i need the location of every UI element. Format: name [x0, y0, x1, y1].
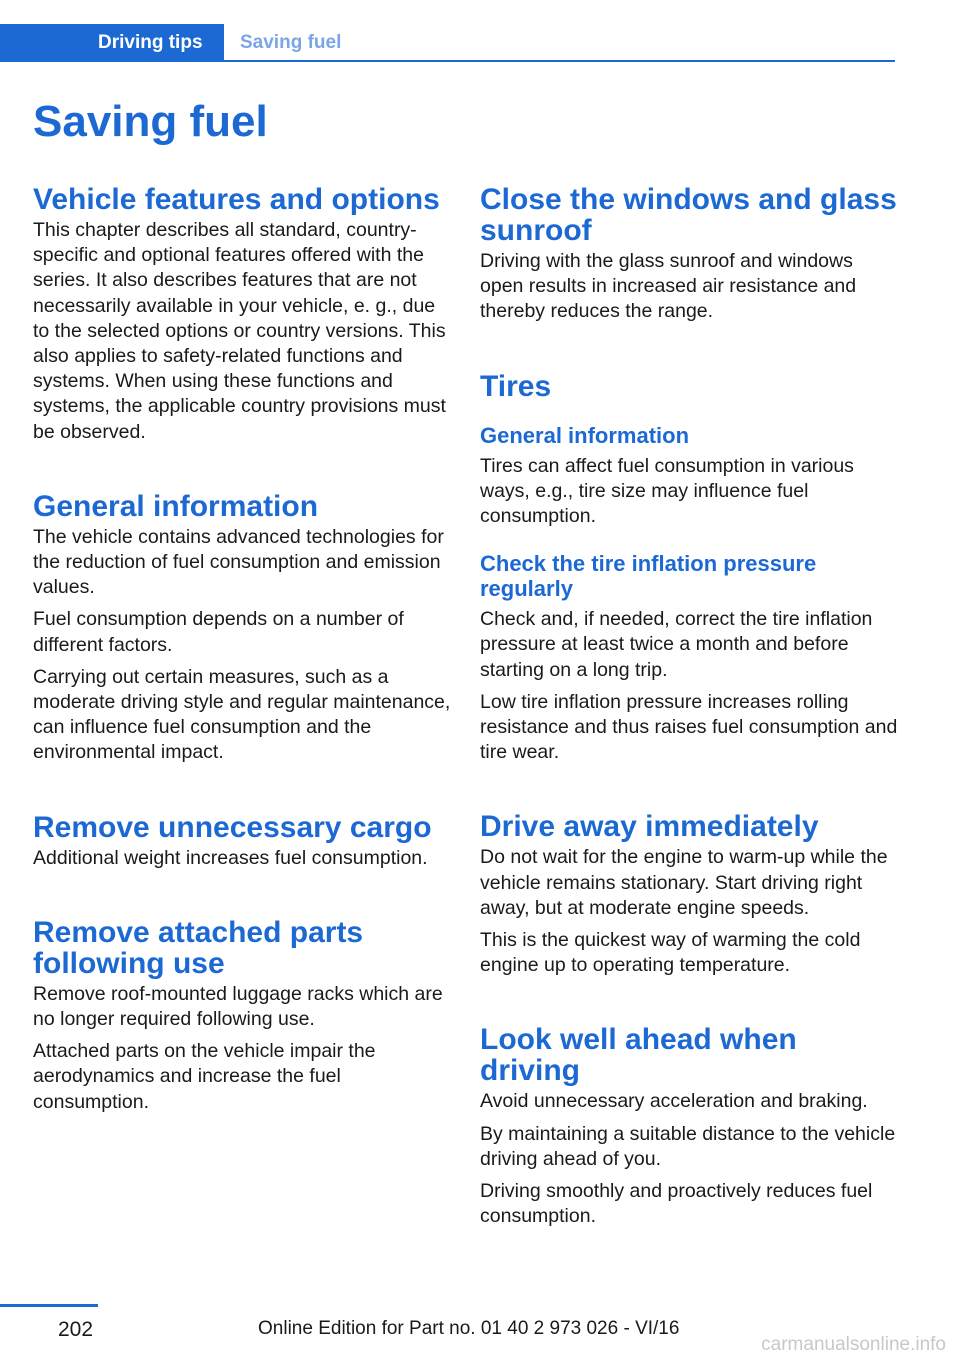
heading-look-ahead: Look well ahead when driving: [480, 1023, 797, 1088]
paragraph-remove-attached-2: Attached parts on the vehicle impair the aerodynamics and increase the fuel consumption.: [33, 1040, 376, 1113]
page-number: 202: [58, 1318, 94, 1341]
paragraph-close-windows: Driving with the glass sunroof and windows open results in increased air resistance and thereby reduces the range.: [480, 250, 857, 323]
paragraph-general-2: Fuel consumption depends on a number of different factors.: [33, 608, 404, 656]
heading-remove-attached: Remove attached parts following use: [33, 915, 364, 980]
paragraph-look-ahead-1: Avoid unnecessary acceleration and braking.: [480, 1090, 868, 1113]
paragraph-general-3: Carrying out certain measures, such as a moderate driving style and regular maintenance, can influence fuel consumption and the environmental impact.: [33, 665, 451, 764]
paragraph-remove-cargo: Additional weight increases fuel consumption.: [33, 846, 428, 869]
heading-drive-away: Drive away immediately: [480, 810, 819, 844]
paragraph-tire-pressure-2: Low tire inflation pressure increases rolling resistance and thus raises fuel consumption and tire wear.: [480, 690, 898, 764]
paragraph-remove-attached-1: Remove roof-mounted luggage racks which are no longer required following use.: [33, 982, 443, 1031]
paragraph-drive-away-1: Do not wait for the engine to warm-up while the vehicle remains stationary. Start driving right away, but at moderate engine speeds.: [480, 846, 888, 919]
paragraph-look-ahead-2: By maintaining a suitable distance to the vehicle driving ahead of you.: [480, 1122, 896, 1170]
heading-remove-cargo: Remove unnecessary cargo: [33, 810, 432, 844]
subheading-tires-general: General information: [480, 422, 690, 448]
right-column: [480, 184, 898, 1229]
heading-close-windows: Close the windows and glass sunroof: [480, 183, 897, 247]
paragraph-drive-away-2: This is the quickest way of warming the cold engine up to operating temperature.: [480, 929, 861, 977]
subheading-tire-pressure: Check the tire inflation pressure regularly: [480, 551, 817, 602]
paragraph-tire-pressure-1: Check and, if needed, correct the tire inflation pressure at least twice a month and before starting on a long trip.: [480, 608, 873, 681]
heading-general-information: General information: [33, 489, 319, 523]
watermark: carmanualsonline.info: [761, 1334, 946, 1355]
edition-note: Online Edition for Part no. 01 40 2 973 026 - VI/16: [258, 1318, 680, 1339]
page-title: Saving fuel: [33, 97, 268, 146]
header-rule: [224, 60, 895, 62]
header-bar: [0, 24, 895, 62]
paragraph-general-1: The vehicle contains advanced technologies for the reduction of fuel consumption and emission values.: [33, 525, 444, 599]
paragraph-tires-general: Tires can affect fuel consumption in various ways, e.g., tire size may influence fuel consumption.: [480, 454, 854, 528]
tab-saving-fuel[interactable]: Saving fuel: [240, 32, 342, 53]
paragraph-vehicle-features: This chapter describes all standard, country-specific and optional features offered with the series. It also describes features that are not necessarily available in your vehicle, e. g., due to the selected options or country versions. This also applies to safety-related functions and systems. When using these functions and systems, the applicable country provisions must be observed.: [33, 219, 446, 443]
heading-vehicle-features: Vehicle features and options: [33, 183, 440, 216]
footer-rule: [0, 1304, 98, 1307]
left-column: [33, 184, 451, 1115]
heading-tires: Tires: [480, 369, 552, 403]
tab-driving-tips[interactable]: Driving tips: [0, 24, 224, 62]
paragraph-look-ahead-3: Driving smoothly and proactively reduces fuel consumption.: [480, 1180, 873, 1228]
